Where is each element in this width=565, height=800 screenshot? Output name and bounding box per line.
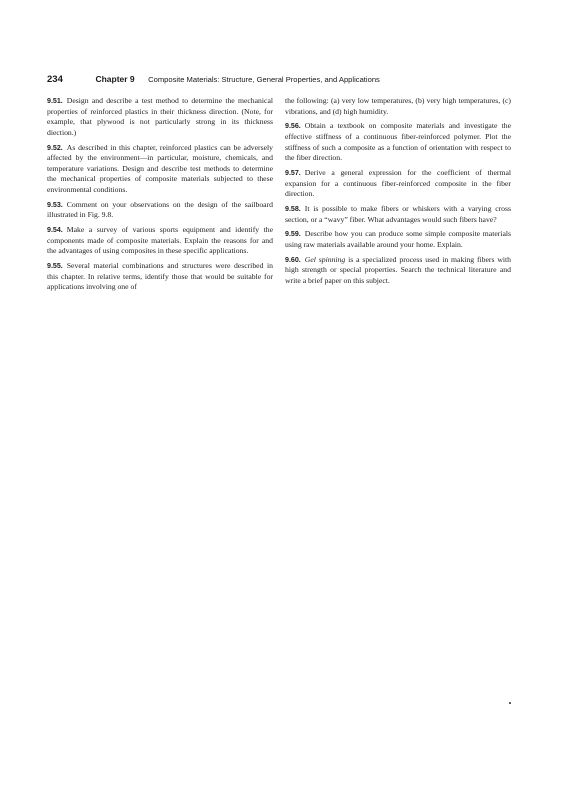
problem-9-57 (285, 168, 511, 200)
page-header (47, 69, 527, 87)
chapter-title: Composite Materials: Structure, General Properties, and Applications (148, 75, 380, 84)
problem-text: the following: (a) very low temperatures, (b) very high temperatures, (c) vibrations, and (d) high humidity. (285, 96, 511, 116)
problem-9-53 (47, 200, 273, 221)
problem-text: Design and describe a test method to determine the mechanical properties of reinforced plastics in their thickness direction. (Note, for example, that plywood is not particularly strong in its thickness diection.) (47, 96, 273, 137)
problem-number: 9.56. (285, 122, 301, 131)
problem-number: 9.57. (285, 168, 301, 177)
problem-9-58 (285, 204, 511, 225)
right-column (285, 96, 511, 291)
problem-9-51 (47, 96, 273, 138)
problem-number: 9.60. (285, 255, 301, 264)
problem-9-55-continued (285, 96, 511, 117)
problem-9-54 (47, 225, 273, 257)
problem-text: It is possible to make fibers or whiskers with a varying cross section, or a “wavy” fiber. What advantages would such fibers have? (285, 203, 511, 224)
problem-text: is a specialized process used in making fibers with high strength or special properties. Search the technical literature and write a brief paper on this subject. (285, 254, 511, 285)
problem-text: Describe how you can produce some simple composite materials using raw materials available around your home. Explain. (285, 229, 511, 249)
problem-9-60 (285, 255, 511, 287)
problem-text: Several material combinations and structures were described in this chapter. In relative terms, identify those that would be suitable for applications involving one of (47, 261, 273, 292)
problem-9-56 (285, 121, 511, 163)
problem-text: Make a survey of various sports equipment and identify the components made of composite materials. Explain the reasons for and the advantages of using composites in these specific applications. (47, 225, 273, 256)
left-column (47, 96, 273, 297)
stray-mark (509, 702, 511, 704)
problem-emphasis: Gel spinning (304, 254, 346, 264)
problem-number: 9.53. (47, 200, 63, 209)
problem-number: 9.54. (47, 226, 63, 235)
problem-text: As described in this chapter, reinforced plastics can be adversely affected by the environment—in particular, moisture, chemicals, and temperature variations. Design and describe test methods to determine the mechanical properties of composite materials subjected to these environmental conditions. (47, 142, 273, 194)
problem-number: 9.52. (47, 143, 63, 152)
problem-number: 9.58. (285, 204, 301, 213)
problem-9-52 (47, 143, 273, 196)
problem-text: Obtain a textbook on composite materials and investigate the effective stiffness of a continuous fiber-reinforced polymer. Plot the stiffness of such a composite as a function of orientation with respect to the fiber direction. (285, 121, 511, 163)
problem-number: 9.55. (47, 262, 63, 271)
problem-9-55 (47, 261, 273, 293)
chapter-label: Chapter 9 (95, 74, 135, 84)
page-number: 234 (47, 74, 63, 85)
problem-text: Derive a general expression for the coefficient of thermal expansion for a continuous fiber-reinforced composite in the fiber direction. (285, 167, 511, 199)
problem-number: 9.51. (47, 97, 63, 105)
problem-number: 9.59. (285, 230, 301, 239)
problem-9-59 (285, 229, 511, 250)
problem-text: Comment on your observations on the design of the sailboard illustrated in Fig. 9.8. (47, 199, 273, 220)
